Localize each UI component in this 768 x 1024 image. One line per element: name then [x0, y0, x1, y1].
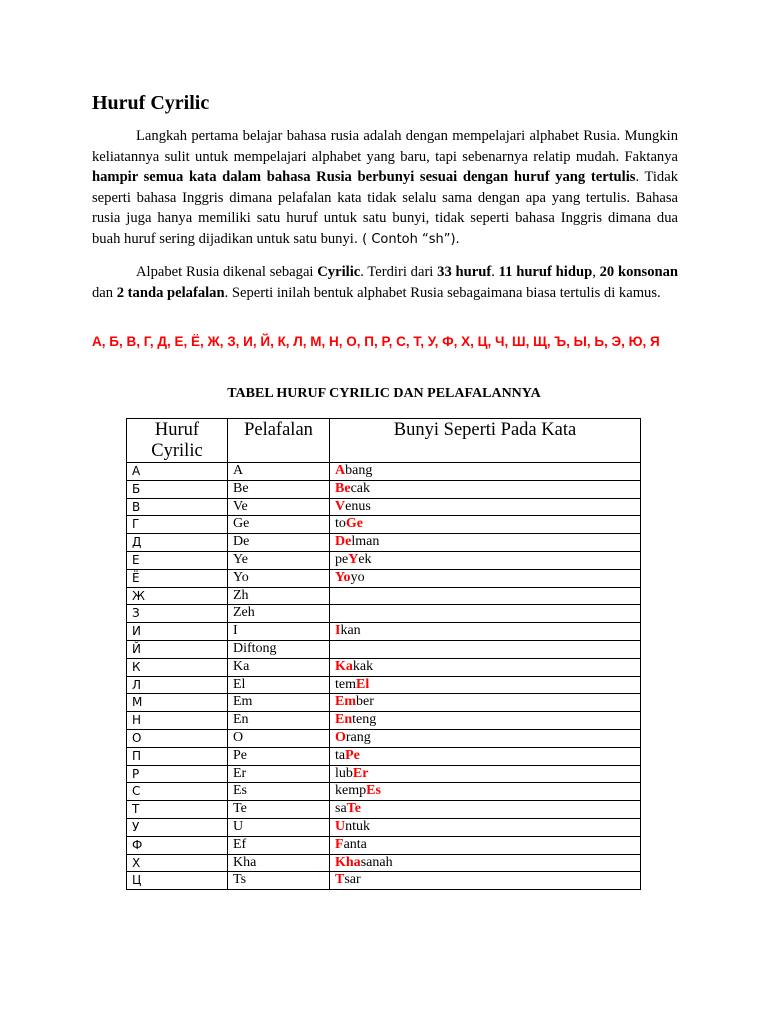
- table-header-row: [127, 419, 641, 463]
- cyrillic-letter-cell: Н: [127, 712, 228, 730]
- cyrillic-letter-cell: И: [127, 623, 228, 641]
- cyrillic-letter-cell: А: [127, 463, 228, 481]
- table-row: [127, 676, 641, 694]
- table-row: [127, 801, 641, 819]
- header-bunyi: Bunyi Seperti Pada Kata: [330, 419, 641, 463]
- word-prefix: tem: [335, 676, 356, 692]
- word-suffix: ek: [358, 551, 372, 567]
- cyrillic-letter-cell: Ф: [127, 836, 228, 854]
- cyrillic-letter-cell: Ё: [127, 569, 228, 587]
- cyrillic-letter-cell: Й: [127, 640, 228, 658]
- word-highlight: Kha: [335, 854, 361, 870]
- table-row: [127, 623, 641, 641]
- example-word-cell: [330, 658, 641, 676]
- text-run: . Tidak seperti bahasa Inggris dimana pelafalan kata tidak selalu sama dengan apa yang tertulis. Bahasa rusia juga hanya memiliki satu huruf untuk satu bunyi, tidak seperti bahasa Inggris dimana dua buah huruf sering dijadikan untuk satu bunyi: [92, 169, 678, 247]
- word-suffix: lman: [351, 534, 380, 550]
- word-highlight: I: [335, 623, 341, 639]
- cyrillic-letter-cell: У: [127, 818, 228, 836]
- page-title: Huruf Cyrilic: [92, 92, 210, 114]
- cyrillic-letter-cell: П: [127, 747, 228, 765]
- cyrillic-alphabet-list: А, Б, В, Г, Д, Е, Ё, Ж, З, И, Й, К, Л, М, Н, О, П, Р, С, Т, У, Ф, Х, Ц, Ч, Ш, Щ, Ъ, Ы, Ь, Э, Ю, Я: [92, 334, 660, 349]
- word-highlight: Y: [348, 551, 359, 567]
- text-run: Langkah pertama belajar bahasa rusia adalah dengan mempelajari alphabet Rusia. Mungkin keliatannya sulit untuk mempelajari alphabet yang baru, tapi sebenarnya relatip mudah. Faktanya: [92, 128, 678, 165]
- example-word-cell: [330, 712, 641, 730]
- word-highlight: Em: [335, 694, 356, 710]
- bold-run: 2 tanda pelafalan: [116, 284, 225, 301]
- word-highlight: Es: [366, 783, 381, 799]
- cyrillic-letter-cell: К: [127, 658, 228, 676]
- table-row: [127, 516, 641, 534]
- example-word-cell: [330, 516, 641, 534]
- table-row: [127, 534, 641, 552]
- cyrillic-letter-cell: Л: [127, 676, 228, 694]
- table-row: [127, 872, 641, 890]
- word-suffix: yo: [350, 569, 365, 585]
- word-suffix: ntuk: [345, 818, 371, 834]
- example-word-cell: [330, 498, 641, 516]
- word-prefix: to: [335, 516, 346, 532]
- cyrillic-letter-cell: Ц: [127, 872, 228, 890]
- pronunciation-cell: Er: [228, 765, 330, 783]
- text-run: . Seperti inilah bentuk alphabet Rusia sebagaimana biasa tertulis di kamus.: [224, 284, 661, 301]
- cyrillic-letter-cell: Д: [127, 534, 228, 552]
- example-word-cell: [330, 605, 641, 623]
- example-note: . ( Contoh “sh”).: [353, 231, 460, 247]
- example-word-cell: [330, 872, 641, 890]
- table-row: [127, 747, 641, 765]
- word-highlight: Ka: [335, 658, 353, 674]
- example-word-cell: [330, 569, 641, 587]
- pronunciation-cell: O: [228, 729, 330, 747]
- intro-paragraph: [92, 126, 678, 251]
- text-run: . Terdiri dari: [360, 264, 438, 280]
- example-word-cell: [330, 463, 641, 481]
- example-word-cell: [330, 783, 641, 801]
- word-highlight: O: [335, 729, 346, 745]
- example-word-cell: [330, 747, 641, 765]
- cyrillic-letter-cell: Е: [127, 551, 228, 569]
- word-highlight: T: [335, 872, 345, 888]
- word-highlight: A: [335, 463, 346, 478]
- pronunciation-cell: Be: [228, 480, 330, 498]
- word-suffix: bang: [345, 463, 373, 478]
- text-run: ,: [592, 264, 600, 280]
- pronunciation-cell: Ts: [228, 872, 330, 890]
- pronunciation-cell: A: [228, 463, 330, 481]
- word-suffix: sanah: [360, 854, 393, 870]
- example-word-cell: [330, 765, 641, 783]
- word-highlight: Yo: [335, 569, 351, 585]
- word-highlight: En: [335, 712, 353, 728]
- word-suffix: rang: [345, 729, 371, 745]
- header-huruf-cyrilic: Huruf Cyrilic: [127, 419, 228, 463]
- text-run: dan: [92, 284, 117, 301]
- pronunciation-cell: Ve: [228, 498, 330, 516]
- header-pelafalan: Pelafalan: [228, 419, 330, 463]
- table-row: [127, 712, 641, 730]
- word-suffix: ber: [356, 694, 374, 710]
- bold-run: hampir semua kata dalam bahasa Rusia berbunyi sesuai dengan huruf yang tertulis: [92, 169, 636, 186]
- word-suffix: kak: [352, 658, 374, 674]
- example-word-cell: [330, 818, 641, 836]
- bold-run: 20 konsonan: [599, 264, 679, 280]
- cyrillic-letter-cell: О: [127, 729, 228, 747]
- pronunciation-cell: El: [228, 676, 330, 694]
- table-row: [127, 480, 641, 498]
- table-row: [127, 640, 641, 658]
- word-highlight: El: [356, 676, 370, 692]
- word-prefix: lub: [335, 765, 353, 781]
- alphabet-paragraph: [92, 262, 678, 303]
- word-suffix: teng: [352, 712, 377, 728]
- word-highlight: De: [335, 534, 352, 550]
- pronunciation-cell: I: [228, 623, 330, 641]
- table-row: [127, 729, 641, 747]
- word-suffix: kan: [340, 623, 361, 639]
- pronunciation-cell: En: [228, 712, 330, 730]
- example-word-cell: [330, 534, 641, 552]
- table-row: [127, 854, 641, 872]
- cyrillic-letter-cell: Р: [127, 765, 228, 783]
- pronunciation-cell: Ef: [228, 836, 330, 854]
- word-suffix: cak: [350, 480, 370, 496]
- cyrillic-letter-cell: Г: [127, 516, 228, 534]
- pronunciation-cell: Te: [228, 801, 330, 819]
- bold-run: 33 huruf: [437, 264, 492, 280]
- cyrillic-letter-cell: С: [127, 783, 228, 801]
- pronunciation-cell: Zh: [228, 587, 330, 605]
- table-row: [127, 498, 641, 516]
- pronunciation-cell: Ge: [228, 516, 330, 534]
- example-word-cell: [330, 801, 641, 819]
- example-word-cell: [330, 640, 641, 658]
- table-row: [127, 765, 641, 783]
- cyrillic-letter-cell: В: [127, 498, 228, 516]
- example-word-cell: [330, 676, 641, 694]
- example-word-cell: [330, 836, 641, 854]
- table-row: [127, 551, 641, 569]
- text-run: Alpabet Rusia dikenal sebagai: [136, 264, 318, 280]
- pronunciation-cell: Es: [228, 783, 330, 801]
- cyrillic-letter-cell: Б: [127, 480, 228, 498]
- pronunciation-cell: U: [228, 818, 330, 836]
- table-row: [127, 605, 641, 623]
- example-word-cell: [330, 623, 641, 641]
- word-prefix: sa: [335, 801, 347, 817]
- cyrillic-letter-cell: Т: [127, 801, 228, 819]
- pronunciation-cell: Kha: [228, 854, 330, 872]
- word-highlight: F: [335, 836, 344, 852]
- word-highlight: Te: [346, 801, 361, 817]
- bold-run: 11 huruf hidup: [498, 264, 593, 280]
- cyrillic-letter-cell: З: [127, 605, 228, 623]
- word-highlight: U: [335, 818, 346, 834]
- table-row: [127, 783, 641, 801]
- word-prefix: ta: [335, 747, 346, 763]
- pronunciation-cell: Zeh: [228, 605, 330, 623]
- table-row: [127, 836, 641, 854]
- cyrillic-table: [126, 418, 641, 890]
- pronunciation-cell: Ye: [228, 551, 330, 569]
- pronunciation-cell: De: [228, 534, 330, 552]
- pronunciation-cell: Diftong: [228, 640, 330, 658]
- pronunciation-cell: Pe: [228, 747, 330, 765]
- word-highlight: V: [335, 498, 346, 514]
- example-word-cell: [330, 694, 641, 712]
- example-word-cell: [330, 729, 641, 747]
- cyrillic-letter-cell: Ж: [127, 587, 228, 605]
- table-row: [127, 818, 641, 836]
- example-word-cell: [330, 587, 641, 605]
- word-prefix: pe: [335, 551, 349, 567]
- table-row: [127, 463, 641, 481]
- bold-run: Cyrilic: [317, 264, 361, 280]
- word-highlight: Ge: [345, 516, 363, 532]
- pronunciation-cell: Ka: [228, 658, 330, 676]
- table-caption: TABEL HURUF CYRILIC DAN PELAFALANNYA: [227, 386, 541, 401]
- table-row: [127, 694, 641, 712]
- pronunciation-cell: Em: [228, 694, 330, 712]
- word-highlight: Be: [335, 480, 351, 496]
- table-row: [127, 569, 641, 587]
- text-run: .: [491, 264, 499, 280]
- word-highlight: Er: [352, 765, 369, 781]
- word-suffix: anta: [343, 836, 367, 852]
- example-word-cell: [330, 480, 641, 498]
- cyrillic-letter-cell: М: [127, 694, 228, 712]
- word-suffix: enus: [345, 498, 371, 514]
- example-word-cell: [330, 551, 641, 569]
- cyrillic-letter-cell: Х: [127, 854, 228, 872]
- pronunciation-cell: Yo: [228, 569, 330, 587]
- table-row: [127, 658, 641, 676]
- word-suffix: sar: [344, 872, 361, 888]
- table-row: [127, 587, 641, 605]
- word-highlight: Pe: [345, 747, 360, 763]
- word-prefix: kemp: [335, 783, 367, 799]
- example-word-cell: [330, 854, 641, 872]
